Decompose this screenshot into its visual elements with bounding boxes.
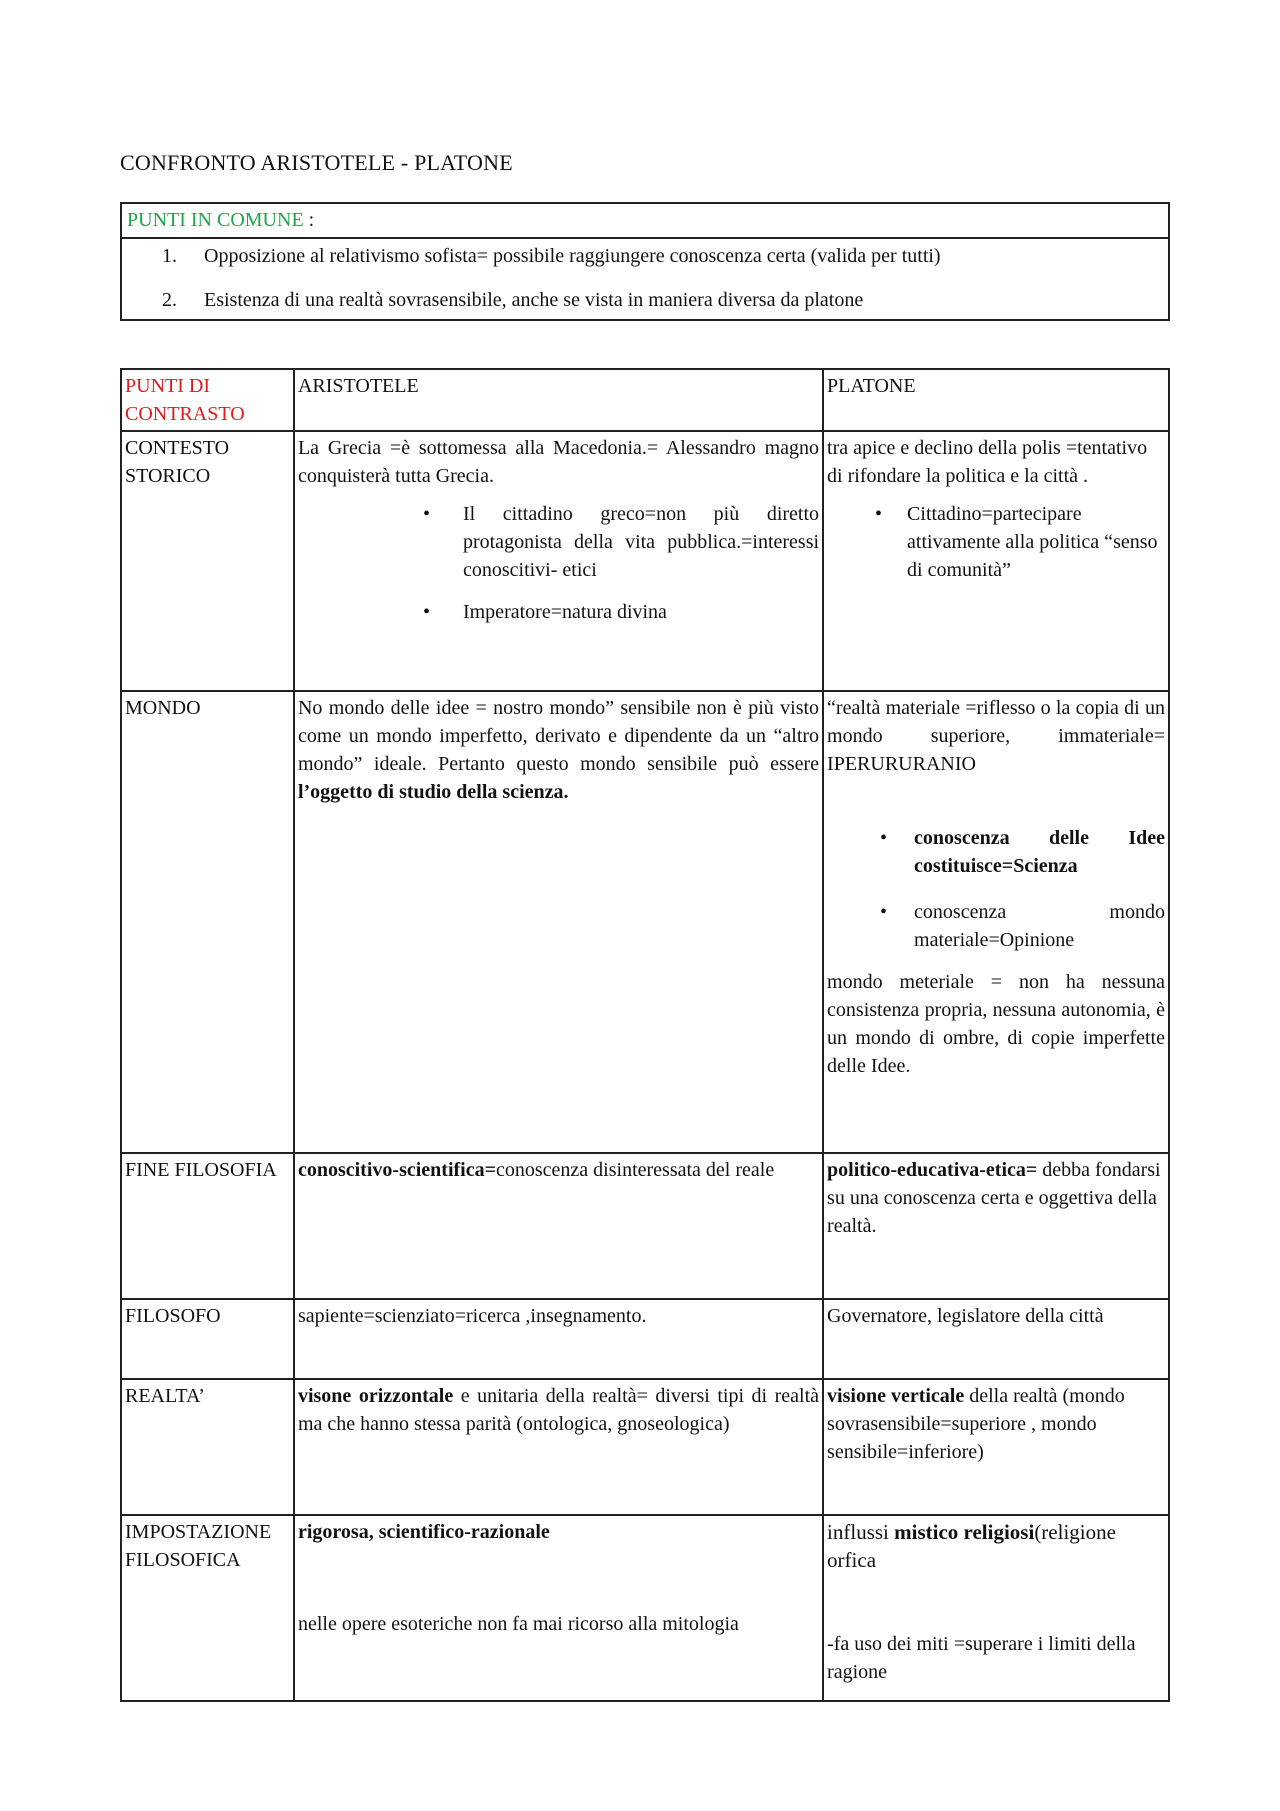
list-number: 2. (162, 289, 177, 311)
platone-cell (823, 1379, 1169, 1515)
platone-bold: mistico religiosi (894, 1520, 1035, 1544)
row-label: MONDO (121, 691, 294, 1153)
header-contrasto-label: PUNTI DI CONTRASTO (125, 375, 245, 425)
platone-intro (827, 1518, 1165, 1574)
platone-text: -fa uso dei miti =superare i limiti della ragione (827, 1633, 1136, 1683)
platone-bold: politico-educativa-etica= (827, 1159, 1038, 1181)
bullet-item: • Cittadino=partecipare attivamente alla politica “senso di comunità” (827, 500, 1165, 584)
table-row-mondo (121, 691, 1169, 1153)
aristotele-cell (294, 1379, 823, 1515)
aristotele-bold: conoscitivo-scientifica= (297, 1159, 496, 1181)
aristotele-intro: La Grecia =è sottomessa alla Macedonia.= Alessandro magno conquisterà tutta Grecia. (297, 437, 820, 487)
aristotele-text: conoscenza disinteressata del reale (496, 1159, 775, 1181)
header-cell-contrasto (121, 369, 294, 431)
header-cell-aristotele: ARISTOTELE (294, 369, 823, 431)
aristotele-text: e unitaria della realtà= diversi tipi di realtà ma che hanno stessa parità (ontologica, gnoseologica) (297, 1385, 820, 1435)
common-points-header (121, 203, 1169, 238)
table-row-fine-filosofia (121, 1153, 1169, 1299)
platone-cell (823, 691, 1169, 1153)
table-row-realta (121, 1379, 1169, 1515)
platone-cell: Governatore, legislatore della città (823, 1299, 1169, 1379)
aristotele-bullets (298, 500, 819, 626)
platone-bullets (827, 824, 1165, 954)
common-points-table (120, 202, 1170, 321)
common-point-text: Opposizione al relativismo sofista= possibile raggiungere conoscenza certa (valida per tutti) (204, 245, 941, 267)
platone-cell (823, 431, 1169, 691)
common-point-item (122, 243, 1168, 269)
row-label: FILOSOFO (121, 1299, 294, 1379)
row-label: FINE FILOSOFIA (121, 1153, 294, 1299)
table-row-contesto-storico (121, 431, 1169, 691)
platone-bullets (827, 500, 1165, 584)
row-label: IMPOSTAZIONE FILOSOFICA (121, 1515, 294, 1701)
common-points-heading: PUNTI IN COMUNE (127, 209, 304, 231)
bullet-bold-text: conoscenza delle Idee costituisce=Scienza (914, 827, 1165, 877)
common-points-list (122, 239, 1168, 319)
common-point-item (122, 287, 1168, 313)
platone-post: (religione orfica (827, 1520, 1116, 1572)
platone-bold: visione verticale (827, 1385, 965, 1407)
row-label: REALTA’ (121, 1379, 294, 1515)
aristotele-bold: visone orizzontale (297, 1385, 454, 1407)
aristotele-cell (294, 1515, 823, 1701)
common-point-text: Esistenza di una realtà sovrasensibile, anche se vista in maniera diversa da platone (204, 289, 864, 311)
bullet-item: • Imperatore=natura divina (298, 598, 819, 626)
aristotele-cell: sapiente=scienziato=ricerca ,insegnamento. (294, 1299, 823, 1379)
platone-text: debba fondarsi su una conoscenza certa e oggettiva della realtà. (827, 1159, 1161, 1237)
bullet-item (827, 824, 1165, 880)
platone-outro: mondo meteriale = non ha nessuna consistenza propria, nessuna autonomia, è un mondo di ombre, di copie imperfette delle Idee. (827, 971, 1165, 1077)
platone-intro: “realtà materiale =riflesso o la copia di un mondo superiore, immateriale= IPERURURANIO (827, 697, 1165, 775)
aristotele-cell (294, 691, 823, 1153)
comparison-table (120, 368, 1170, 1702)
bullet-item: • conoscenza mondo materiale=Opinione (827, 898, 1165, 954)
table-row-filosofo (121, 1299, 1169, 1379)
aristotele-bold: l’oggetto di studio della scienza. (297, 781, 569, 803)
platone-pre: influssi (827, 1520, 895, 1544)
platone-cell (823, 1515, 1169, 1701)
list-number: 1. (162, 245, 177, 267)
platone-intro: tra apice e declino della polis =tentativo di rifondare la politica e la città . (827, 437, 1148, 487)
header-cell-platone: PLATONE (823, 369, 1169, 431)
aristotele-bold: rigorosa, scientifico-razionale (297, 1521, 550, 1543)
page-title: CONFRONTO ARISTOTELE - PLATONE (120, 150, 513, 175)
aristotele-text: No mondo delle idee = nostro mondo” sensibile non è più visto come un mondo imperfetto, derivato e dipendente da un “altro mondo” ideale. Pertanto questo mondo sensibile può essere (297, 697, 820, 775)
row-label: CONTESTO STORICO (121, 431, 294, 691)
bullet-item: • Il cittadino greco=non più diretto protagonista della vita pubblica.=interessi conoscitivi- etici (298, 500, 819, 584)
aristotele-cell (294, 1153, 823, 1299)
platone-text: della realtà (mondo sovrasensibile=superiore , mondo sensibile=inferiore) (827, 1385, 1125, 1463)
platone-cell (823, 1153, 1169, 1299)
table-row-impostazione (121, 1515, 1169, 1701)
common-points-heading-suffix: : (303, 209, 315, 231)
aristotele-cell (294, 431, 823, 691)
common-points-body (121, 238, 1169, 320)
aristotele-text: nelle opere esoteriche non fa mai ricorso alla mitologia (297, 1613, 739, 1635)
